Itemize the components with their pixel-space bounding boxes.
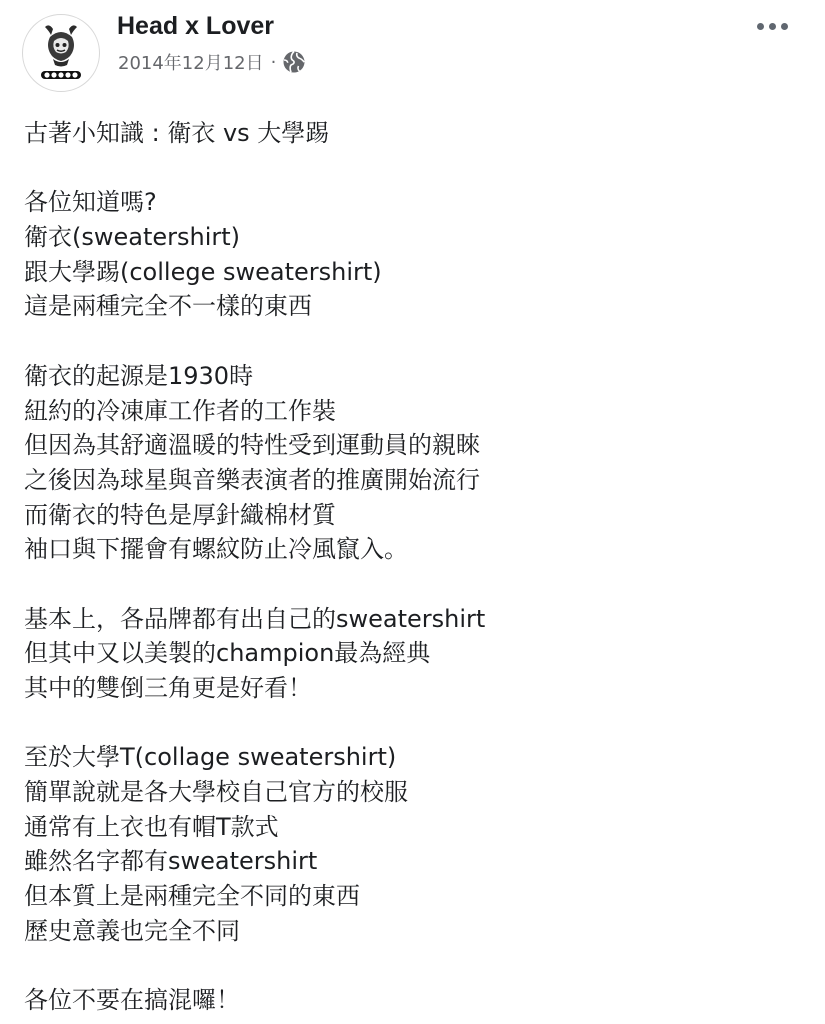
post-line: 但因為其舒適溫暖的特性受到運動員的親睞 xyxy=(24,431,480,460)
post-line: 歷史意義也完全不同 xyxy=(24,916,240,945)
post-line: 之後因為球星與音樂表演者的推廣開始流行 xyxy=(24,465,480,494)
post-line: 古著小知識 : 衛衣 vs 大學踢 xyxy=(24,119,330,147)
post-header xyxy=(0,0,825,96)
globe-icon[interactable] xyxy=(282,50,306,74)
avatar-logo xyxy=(23,15,99,91)
post-line: 至於大學T(collage sweatershirt) xyxy=(24,743,397,772)
post-line: 各位不要在搞混囉！ xyxy=(24,986,240,1015)
post-line: 基本上，各品牌都有出自己的sweatershirt xyxy=(24,604,486,633)
post-line: 跟大學踢(college sweatershirt) xyxy=(24,257,382,286)
post-meta xyxy=(118,48,306,76)
post-line: 衛衣(sweatershirt) xyxy=(24,223,241,252)
post-timestamp[interactable]: 2014年12月12日 xyxy=(118,53,264,74)
post-line: 通常有上衣也有帽T款式 xyxy=(24,812,279,841)
post-line-blank xyxy=(24,324,804,359)
post-line-blank xyxy=(24,949,804,984)
post-line: 衛衣的起源是1930時 xyxy=(24,361,254,390)
page-name-link[interactable]: Head x Lover xyxy=(117,12,275,40)
meta-separator: · xyxy=(270,51,277,73)
page-avatar[interactable] xyxy=(22,14,100,92)
post-line: 但本質上是兩種完全不同的東西 xyxy=(24,882,360,911)
post-line: 雖然名字都有sweatershirt xyxy=(24,847,318,876)
post-line-blank xyxy=(24,567,804,602)
post-line: 這是兩種完全不一樣的東西 xyxy=(24,292,312,321)
post-line-blank xyxy=(24,151,804,186)
post-line-blank xyxy=(24,706,804,741)
post-line: 簡單說就是各大學校自己官方的校服 xyxy=(24,778,408,807)
post-line: 袖口與下擺會有螺紋防止冷風竄入。 xyxy=(24,535,408,564)
post-line: 各位知道嗎? xyxy=(24,188,157,217)
post-line: 其中的雙倒三角更是好看！ xyxy=(24,674,312,702)
post-line: 但其中又以美製的champion最為經典 xyxy=(24,639,431,668)
post-options-button[interactable] xyxy=(748,12,796,40)
post-line: 紐約的冷凍庫工作者的工作裝 xyxy=(24,396,336,425)
post-line: 而衛衣的特色是厚針織棉材質 xyxy=(24,500,336,529)
post-text xyxy=(24,116,804,1018)
more-horizontal-icon xyxy=(757,23,788,30)
